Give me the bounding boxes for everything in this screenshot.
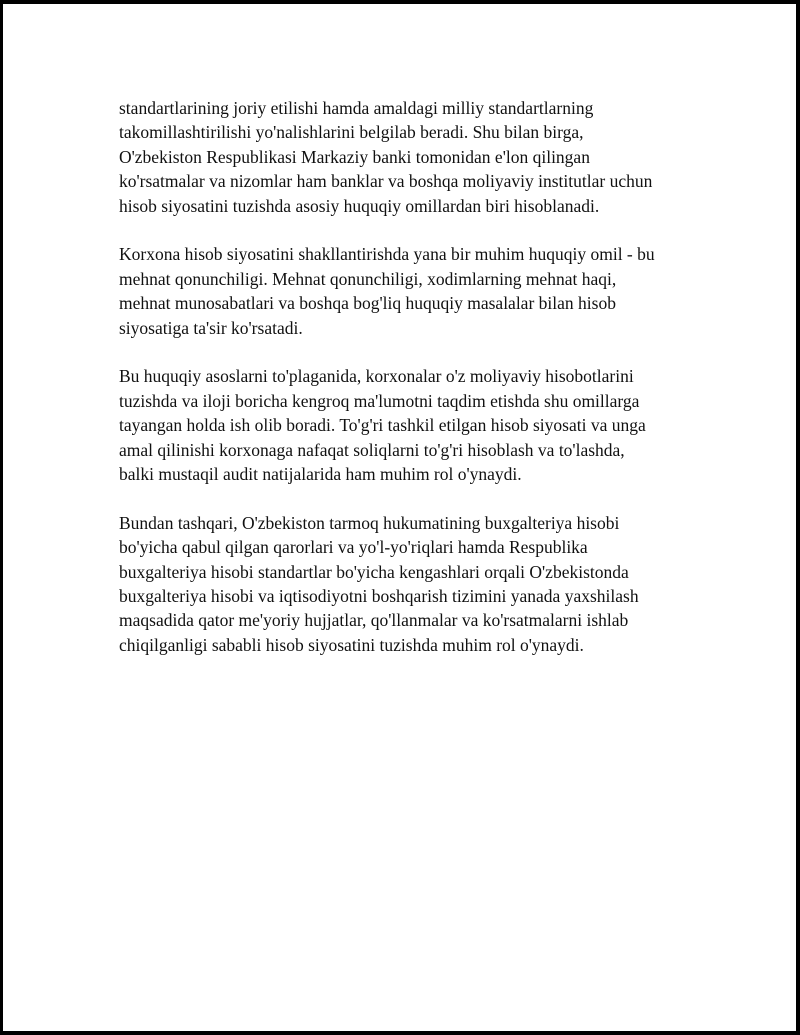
- text-line: mehnat munosabatlari va boshqa bog'liq huquqiy masalalar bilan hisob: [119, 293, 616, 314]
- paragraph-3: [119, 364, 709, 486]
- text-line: takomillashtirilishi yo'nalishlarini belgilab beradi. Shu bilan birga,: [119, 122, 584, 143]
- text-line: tayangan holda ish olib boradi. To'g'ri tashkil etilgan hisob siyosati va unga: [119, 415, 646, 436]
- text-line: Bu huquqiy asoslarni to'plaganida, korxonalar o'z moliyaviy hisobotlarini: [119, 366, 634, 387]
- text-line: buxgalteriya hisobi va iqtisodiyotni boshqarish tizimini yanada yaxshilash: [119, 586, 639, 607]
- text-line: maqsadida qator me'yoriy hujjatlar, qo'llanmalar va ko'rsatmalarni ishlab: [119, 610, 629, 631]
- text-line: ko'rsatmalar va nizomlar ham banklar va boshqa moliyaviy institutlar uchun: [119, 171, 653, 192]
- text-line: Bundan tashqari, O'zbekiston tarmoq hukumatining buxgalteriya hisobi: [119, 512, 620, 533]
- text-line: buxgalteriya hisobi standartlar bo'yicha kengashlari orqali O'zbekistonda: [119, 561, 629, 582]
- text-line: Korxona hisob siyosatini shakllantirishda yana bir muhim huquqiy omil - bu: [119, 244, 655, 265]
- text-line: mehnat qonunchiligi. Mehnat qonunchiligi, xodimlarning mehnat haqi,: [119, 268, 617, 289]
- text-line: siyosatiga ta'sir ko'rsatadi.: [119, 317, 303, 338]
- paragraph-2: [119, 242, 709, 340]
- text-line: tuzishda va iloji boricha kengroq ma'lumotni taqdim etishda shu omillarga: [119, 390, 640, 411]
- text-line: standartlarining joriy etilishi hamda amaldagi milliy standartlarning: [119, 98, 594, 118]
- text-line: hisob siyosatini tuzishda asosiy huquqiy omillardan biri hisoblanadi.: [119, 195, 600, 216]
- text-line: amal qilinishi korxonaga nafaqat soliqlarni to'g'ri hisoblash va to'lashda,: [119, 439, 625, 460]
- paragraph-4: [119, 511, 709, 657]
- paragraph-1: [119, 96, 709, 218]
- text-line: chiqilganligi sababli hisob siyosatini tuzishda muhim rol o'ynaydi.: [119, 634, 584, 655]
- text-line: bo'yicha qabul qilgan qarorlari va yo'l-yo'riqlari hamda Respublika: [119, 537, 588, 558]
- document-body: [119, 96, 709, 682]
- text-line: balki mustaqil audit natijalarida ham muhim rol o'ynaydi.: [119, 464, 522, 485]
- text-line: O'zbekiston Respublikasi Markaziy banki tomonidan e'lon qilingan: [119, 146, 590, 167]
